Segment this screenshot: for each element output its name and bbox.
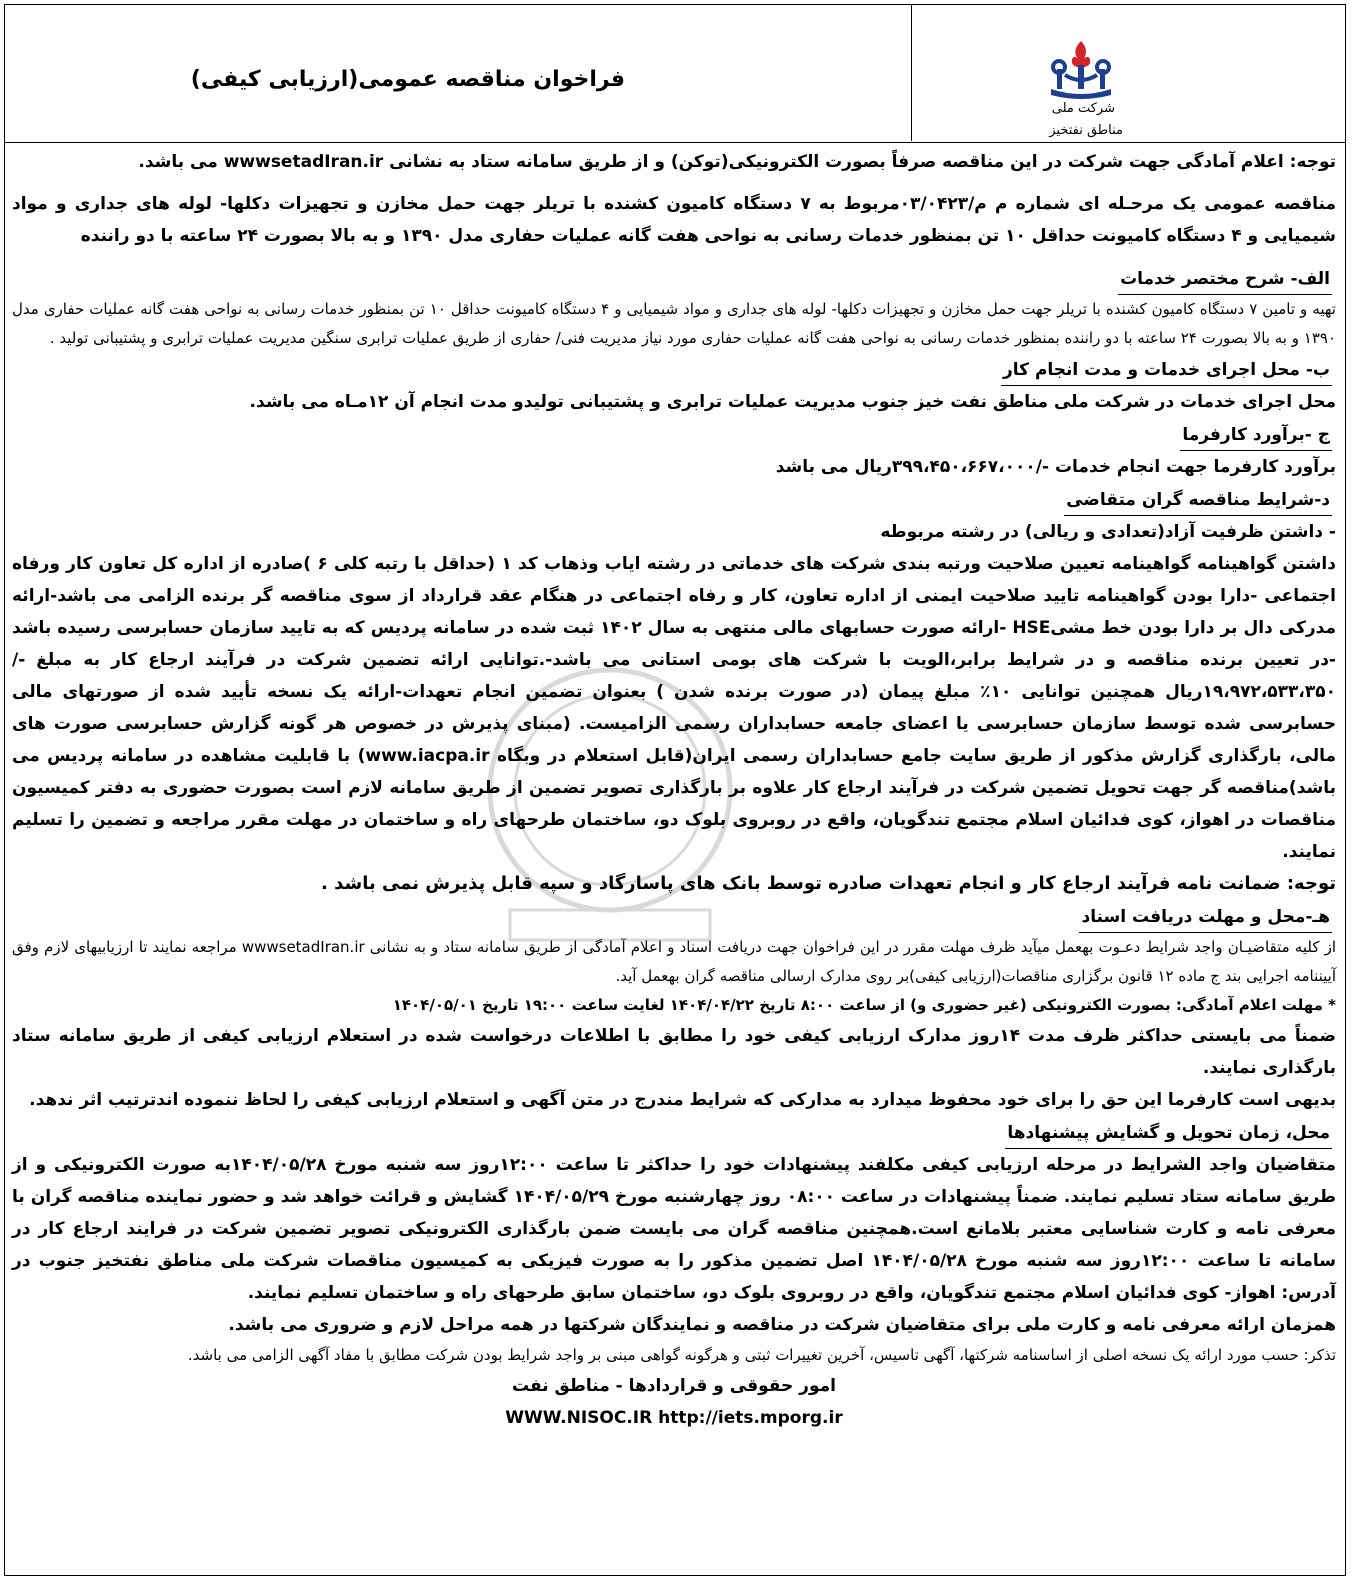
- footer-websites: WWW.NISOC.IR http://iets.mporg.ir: [505, 1408, 843, 1428]
- logo-box: [911, 5, 1345, 141]
- section-d-item1: - داشتن ظرفیت آزاد(تعدادی و ریالی) در رشته مربوطه: [880, 522, 1336, 542]
- id-card-note: همزمان ارائه معرفی نامه و کارت ملی برای متقاضیان شرکت در مناقصه و نمایندگان شرکتها در همه مراحل لازم و ضروری می باشد.: [228, 1315, 1336, 1335]
- section-f-heading: محل، زمان تحویل و گشایش پیشنهادها: [1005, 1118, 1332, 1149]
- section-e-heading: هـ-محل و مهلت دریافت اسناد: [1079, 902, 1332, 933]
- section-c-text: برآورد کارفرما جهت انجام خدمات -/۳۹۹،۴۵۰،۶۶۷،۰۰۰ریال می باشد: [775, 457, 1336, 477]
- notice-body: [12, 146, 1336, 1434]
- company-name-line1: شرکت ملی: [1051, 101, 1115, 116]
- page-title: فراخوان مناقصه عمومی(ارزیابی کیفی): [190, 67, 625, 92]
- section-e-deadline: * مهلت اعلام آمادگی: بصورت الکترونیکی (غیر حضوری و) از ساعت ۸:۰۰ تاریخ ۱۴۰۴/۰۴/۲۲ لغایت ساعت ۱۹:۰۰ تاریخ ۱۴۰۴/۰۵/۰۱: [392, 996, 1336, 1014]
- tender-intro: مناقصه عمومی یک مرحـله ای شماره م م/۰۳/۰۴۲۳مربوط به ۷ دستگاه کامیون کشنده با تریلر جهت حمل مخازن و تجهیزات دکلها- لوله های جداری و مواد شیمیایی و ۴ دستگاه کامیونت حداقل ۱۰ تن بمنظور خدمات رسانی به نواحی هفت گانه عملیات حفاری مدل ۱۳۹۰ و به بالا بصورت ۲۴ ساعته با دو راننده: [12, 194, 1336, 246]
- notice-top: توجه: اعلام آمادگی جهت شرکت در این مناقصه صرفاً بصورت الکترونیکی(توکن) و از طریق سامانه ستاد به نشانی wwwsetadIran.ir می باشد.: [138, 152, 1336, 172]
- section-a-text: تهیه و تامین ۷ دستگاه کامیون کشنده با تریلر جهت حمل مخازن و تجهیزات دکلها- لوله های جداری و مواد شیمیایی و ۴ دستگاه کامیونت حداقل ۱۰ تن بمنظور خدمات رسانی به نواحی هفت گانه عملیات حفاری مدل ۱۳۹۰ و به بالا بصورت ۲۴ ساعته با دو راننده بمنظور خدمات رسانی به نواحی هفت گانه عملیات حفاری مورد نیاز مدیریت فنی/ حفاری از طریق عملیات ترابری سنگین مدیریت عملیات ترابری و پشتیبانی تولید .: [12, 300, 1336, 347]
- guarantee-notice: توجه: ضمانت نامه فرآیند ارجاع کار و انجام تعهدات صادره توسط بانک های پاسارگاد و سپه قابل پذیرش نمی باشد .: [321, 873, 1336, 894]
- header: [5, 5, 1345, 143]
- reminder-note: تذکر: حسب مورد ارائه یک نسخه اصلی از اساسنامه شرکتها، آگهی تاسیس، آخرین تغییرات ثبتی و هرگونه گواهی مبنی بر واجد شرایط بودن شرکت مطابق با مفاد آگهی الزامی می باشد.: [187, 1346, 1336, 1364]
- nioc-flame-logo-icon: [1045, 39, 1117, 99]
- section-b-heading: ب- محل اجرای خدمات و مدت انجام کار: [1001, 355, 1332, 386]
- footer-department: امور حقوقی و قراردادها - مناطق نفت: [512, 1376, 836, 1396]
- section-e-note2: بدیهی است کارفرما این حق را برای خود محفوظ میدارد به مدارکی که شرایط مندرج در متن آگهی و استعلام ارزیابی کیفی را لحاظ ننموده اندترتیب اثر ندهد.: [29, 1090, 1336, 1110]
- company-name-line2: مناطق نفتخیز: [1049, 123, 1123, 138]
- section-e-text: از کلیه متقاضیـان واجد شرایط دعـوت بهعمل میآید ظرف مهلت مقرر در این فراخوان جهت دریافت اسناد و اعلام آمادگی از طریق سامانه ستاد و به نشانی wwwsetadIran.ir مراجعه نمایند تا ارزیابیهای لازم وفق آییننامه اجرایی بند ج ماده ۱۲ قانون برگزاری مناقصات(ارزیابی کیفی)بر روی مدارک ارسالی مناقصه گران بهعمل آید.: [12, 938, 1336, 985]
- section-f-text: متقاضیان واجد الشرایط در مرحله ارزیابی کیفی مکلفند پیشنهادات خود را حداکثر تا ساعت ۱۲:۰۰روز سه شنبه مورخ ۱۴۰۴/۰۵/۲۸به صورت الکترونیکی و از طریق سامانه ستاد تسلیم نمایند. ضمناً پیشنهادات در ساعت ۰۸:۰۰ روز چهارشنبه مورخ ۱۴۰۴/۰۵/۲۹ گشایش و قرائت خواهد شد و حضور نماینده مناقصه گران با معرفی نامه و کارت شناسایی معتبر بلامانع است.همچنین مناقصه گران می بایست ضمن بارگذاری الکترونیکی تصویر تضمین شرکت در فرایند ارجاع کار در سامانه تا ساعت ۱۲:۰۰روز سه شنبه مورخ ۱۴۰۴/۰۵/۲۸ اصل تضمین مذکور را به صورت فیزیکی به کمیسیون مناقصات شرکت ملی مناطق نفتخیز جنوب در آدرس: اهواز- کوی فدائیان اسلام مجتمع تندگویان، واقع در روبروی بلوک دو، ساختمان سابق طرحهای راه و ساختمان تسلیم نمایند.: [12, 1155, 1336, 1303]
- section-e-note1: ضمناً می بایستی حداکثر ظرف مدت ۱۴روز مدارک ارزیابی کیفی خود را مطابق با اطلاعات درخواست شده در استعلام ارزیابی کیفی از طریق سامانه ستاد بارگذاری نمایند.: [12, 1026, 1336, 1078]
- section-c-heading: ج -برآورد کارفرما: [1180, 420, 1332, 451]
- section-b-text: محل اجرای خدمات در شرکت ملی مناطق نفت خیز جنوب مدیریت عملیات ترابری و پشتیبانی تولیدو مدت انجام آن ۱۲مـاه می باشد.: [249, 392, 1336, 412]
- section-d-item2: داشتن گواهینامه گواهینامه تعیین صلاحیت ورتبه بندی شرکت های خدماتی در رشته ایاب وذهاب کد ۱ (حداقل با رتبه کلی ۶ )صادره از اداره کل تعاون کار ورفاه اجتماعی -دارا بودن گواهینامه تایید صلاحیت ایمنی از اداره تعاون، کار و رفاه اجتماعی در هنگام عقد قرارداد از سوی مناقصه گر برنده الزامی می باشد-ارائه مدرکی دال بر دارا بودن خط مشیHSE -ارائه صورت حسابهای مالی منتهی به سال ۱۴۰۲ ثبت شده در سامانه پردیس که به تایید سازمان حسابرسی رسیده باشد -در تعیین برنده مناقصه و در شرایط برابر،الویت با شرکت های بومی استانی می باشد-.توانایی ارائه تضمین شرکت در فرآیند ارجاع کار به مبلغ -/۱۹،۹۷۲،۵۳۳،۳۵۰ریال همچنین توانایی ۱۰٪ مبلغ پیمان (در صورت برنده شدن ) بعنوان تضمین انجام تعهدات-ارائه یک نسخه تأیید شده از صورتهای مالی حسابرسی شده توسط سازمان حسابرسی یا اعضای جامعه حسابداران رسمی الزامیست. (مبنای پذیرش در خصوص هر گونه گزارش حسابرسی صورت های مالی، بارگذاری گزارش مذکور از طریق سایت جامع حسابداران رسمی ایران(قابل استعلام در وبگاه www.iacpa.ir) با قابلیت مشاهده در سامانه پردیس می باشد)مناقصه گر جهت تحویل تضمین شرکت در فرآیند ارجاع کار علاوه بر بارگذاری تصویر تضمین از طریق سامانه لازم است بصورت حضوری به دفتر کمیسیون مناقصات در اهواز، کوی فدائیان اسلام مجتمع تندگویان، واقع در روبروی بلوک دو، ساختمان طرحهای راه و ساختمان در مهلت مقرر مراجعه و تضمین را تسلیم نمایند.: [12, 554, 1336, 862]
- section-d-heading: د-شرایط مناقصه گران متقاضی: [1064, 485, 1332, 516]
- section-a-heading: الف- شرح مختصر خدمات: [1118, 264, 1332, 295]
